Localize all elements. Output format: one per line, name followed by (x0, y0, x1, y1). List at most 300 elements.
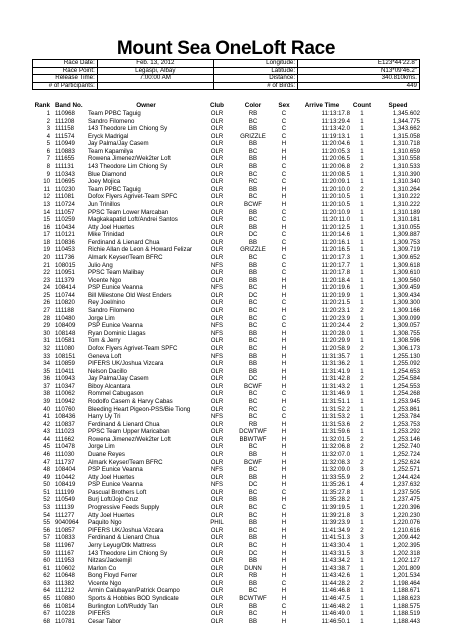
sex-cell: H (281, 344, 287, 352)
rank-cell: 25 (43, 291, 50, 299)
color-cell: BC (248, 541, 258, 549)
color-cell: RC (248, 178, 258, 186)
arrive-time-cell: 11:20:06.5 (321, 155, 350, 163)
club-cell: OLR (210, 496, 224, 504)
count-cell: 3 (360, 534, 364, 542)
rank-cell: 53 (43, 504, 50, 512)
arrive-time-cell: 11:20:17.3 (321, 253, 350, 261)
speed-cell: 1,254.553 (392, 382, 420, 390)
count-cell: 1 (360, 231, 364, 239)
band-number-cell: 111158 (55, 125, 74, 133)
band-number-cell: 110434 (55, 223, 75, 231)
color-cell: BB (248, 451, 258, 459)
count-cell: 1 (360, 367, 364, 375)
color-cell: BBWTWF (239, 435, 267, 443)
rank-cell: 55 (43, 519, 50, 527)
sex-cell: H (281, 140, 287, 148)
band-number-cell: 110837 (55, 420, 75, 428)
club-cell: OLR (210, 163, 224, 171)
rank-cell: 28 (43, 314, 50, 322)
club-cell: OLR (210, 595, 224, 602)
owner-cell: Team PPBC Taguig (88, 110, 141, 117)
band-number-cell: 110411 (55, 367, 75, 375)
club-cell: OLR (210, 147, 224, 155)
arrive-time-cell: 11:20:19.6 (321, 284, 350, 292)
header-speed: Speed (388, 102, 408, 109)
rank-cell: 33 (43, 352, 50, 360)
owner-cell: Bill Milestone Old West Enders (88, 291, 172, 299)
arrive-time-cell: 11:41:51.3 (321, 534, 350, 542)
count-cell: 1 (360, 193, 364, 201)
count-cell: 2 (360, 375, 364, 383)
rank-cell: 38 (43, 390, 50, 398)
sex-cell: C (281, 178, 287, 186)
info-label: Release Time: (33, 75, 98, 83)
sex-cell: C (281, 117, 287, 125)
sex-cell: H (281, 443, 287, 451)
club-cell: OLR (210, 178, 224, 186)
result-row (32, 322, 420, 330)
count-cell: 1 (360, 496, 364, 504)
band-number-cell: 110760 (55, 405, 75, 413)
result-row (32, 337, 420, 345)
speed-cell: 1,308.596 (392, 337, 420, 345)
count-cell: 1 (360, 564, 364, 572)
rank-cell: 11 (43, 185, 50, 193)
sex-cell: H (281, 307, 287, 315)
color-cell: BB (248, 269, 258, 277)
rank-cell: 43 (43, 428, 50, 436)
count-cell: 1 (360, 451, 364, 459)
info-label: Distance: (213, 75, 297, 83)
sex-cell: H (281, 458, 287, 466)
info-value: 7:00:00 AM (97, 75, 213, 83)
header-owner: Owner (136, 102, 156, 109)
rank-cell: 58 (43, 541, 50, 549)
band-number-cell: 110951 (55, 269, 75, 277)
club-cell: NFS (210, 261, 224, 269)
count-cell: 3 (360, 511, 364, 519)
info-value: Feb. 13, 2012 (97, 60, 213, 68)
owner-cell: PPSC Team Upper Maricaban (88, 428, 170, 436)
arrive-time-cell: 11:20:11.0 (322, 216, 350, 224)
speed-cell: 1,309.099 (392, 314, 420, 322)
count-cell: 1 (360, 382, 364, 390)
band-number-cell: 111023 (55, 428, 75, 436)
arrive-time-cell: 11:20:17.7 (321, 261, 350, 269)
result-row (32, 262, 420, 270)
color-cell: BB (248, 238, 258, 246)
count-cell: 2 (360, 322, 364, 330)
count-cell: 1 (360, 208, 364, 216)
result-row (32, 201, 420, 209)
arrive-time-cell: 11:20:04.6 (321, 140, 350, 148)
count-cell: 1 (360, 269, 364, 277)
band-number-cell: 111030 (55, 451, 75, 459)
rank-cell: 23 (43, 276, 50, 284)
color-cell: BB (248, 496, 258, 504)
result-row (32, 163, 420, 171)
count-cell: 1 (360, 617, 364, 625)
rank-cell: 66 (43, 602, 50, 610)
arrive-time-cell: 11:46:49.0 (321, 610, 350, 618)
owner-cell: Rowena Jimenez/Wek2ter Loft (88, 435, 171, 443)
owner-cell: Jerry Leyug/Otk Mattress (88, 541, 157, 549)
count-cell: 1 (360, 178, 364, 186)
color-cell: BB (248, 163, 258, 171)
arrive-time-cell: 11:20:58.9 (321, 344, 350, 352)
count-cell: 1 (360, 117, 364, 125)
rank-cell: 18 (43, 238, 50, 246)
result-row (32, 383, 420, 391)
owner-cell: Cesar Tabor (88, 617, 122, 625)
club-cell: OLR (210, 443, 224, 451)
club-cell: OLR (210, 526, 224, 534)
color-cell: BC (248, 390, 258, 398)
speed-cell: 1,255.092 (392, 360, 420, 368)
rank-cell: 9 (46, 170, 50, 178)
race-info-row (33, 60, 420, 68)
speed-cell: 1,343.662 (392, 125, 420, 133)
arrive-time-cell: 11:20:16.1 (321, 238, 350, 246)
result-row (32, 587, 420, 595)
club-cell: NFS (210, 352, 224, 360)
result-row (32, 451, 420, 459)
color-cell: BB (248, 519, 258, 527)
club-cell: OLR (210, 299, 224, 307)
result-row (32, 186, 420, 194)
band-number-cell: 110968 (55, 110, 75, 117)
owner-cell: PSP Eunice Veanna (88, 284, 143, 292)
column-headers (32, 102, 420, 110)
sex-cell: H (281, 155, 287, 163)
header-club: Club (210, 102, 224, 109)
owner-cell: Rey Joel/nino (88, 299, 125, 307)
result-row (32, 216, 420, 224)
color-cell: RB (248, 110, 258, 117)
club-cell: OLR (210, 488, 224, 496)
arrive-time-cell: 11:20:23.9 (321, 314, 350, 322)
speed-cell: 1,188.671 (392, 587, 420, 595)
club-cell: OLR (210, 435, 224, 443)
color-cell: BC (248, 314, 258, 322)
count-cell: 1 (360, 602, 364, 610)
count-cell: 1 (360, 405, 364, 413)
band-number-cell: 110820 (55, 299, 75, 307)
color-cell: BB (248, 473, 258, 481)
result-row (32, 110, 420, 118)
owner-cell: Armin Calubayan/Patrick Ocampo (88, 587, 180, 595)
speed-cell: 1,252.724 (392, 451, 420, 459)
arrive-time-cell: 11:31:42.8 (321, 375, 350, 383)
speed-cell: 1,309.434 (392, 291, 420, 299)
club-cell: OLR (210, 125, 224, 133)
result-row (32, 413, 420, 421)
arrive-time-cell: 11:32:07.0 (321, 451, 350, 459)
owner-cell: Atty Joel Huertes (88, 223, 135, 231)
club-cell: OLR (210, 511, 224, 519)
band-number-cell: 111574 (55, 132, 75, 140)
arrive-time-cell: 11:46:48.2 (321, 602, 350, 610)
band-number-cell: 110478 (55, 443, 75, 451)
info-label: Longitude: (213, 60, 297, 68)
club-cell: OLR (210, 360, 224, 368)
band-number-cell: 110062 (55, 390, 75, 398)
arrive-time-cell: 11:39:23.9 (321, 519, 350, 527)
speed-cell: 1,202.395 (392, 541, 420, 549)
result-row (32, 489, 420, 497)
arrive-time-cell: 11:20:10.9 (321, 208, 350, 216)
color-cell: BB (248, 557, 258, 565)
info-value: Legaspi, Albay (97, 67, 213, 75)
sex-cell: H (281, 352, 287, 360)
color-cell: BC (248, 413, 258, 421)
sex-cell: H (281, 337, 287, 345)
owner-cell: PIFERS (88, 610, 111, 618)
sex-cell: H (281, 193, 287, 201)
color-cell: DC (248, 549, 258, 557)
club-cell: OLR (210, 223, 224, 231)
count-cell: 2 (360, 163, 364, 171)
sex-cell: C (281, 405, 287, 413)
owner-cell: PIFERS UK/Joshua Vizcara (88, 360, 164, 368)
color-cell: BB (248, 208, 258, 216)
speed-cell: 1,310.181 (392, 216, 420, 224)
band-number-cell: 108409 (55, 322, 76, 330)
arrive-time-cell: 11:20:17.8 (321, 269, 350, 277)
result-row (32, 155, 420, 163)
speed-cell: 1,253.861 (392, 405, 420, 413)
color-cell: RB (248, 420, 258, 428)
speed-cell: 1,310.222 (392, 200, 420, 208)
sex-cell: H (281, 291, 287, 299)
count-cell: 1 (360, 413, 364, 421)
owner-cell: Jay Palma/Jay Casem (88, 375, 149, 383)
club-cell: NFS (210, 284, 224, 292)
club-cell: OLR (210, 564, 224, 572)
sex-cell: C (281, 163, 287, 171)
rank-cell: 20 (43, 253, 50, 261)
rank-cell: 46 (43, 451, 50, 459)
owner-cell: Almark Keyser/Team BFRC (88, 458, 163, 466)
result-row (32, 148, 420, 156)
speed-cell: 1,254.584 (392, 375, 420, 383)
band-number-cell: 110942 (55, 397, 75, 405)
speed-cell: 1,309.057 (392, 322, 420, 330)
club-cell: OLR (210, 246, 224, 254)
count-cell: 1 (360, 200, 364, 208)
speed-cell: 1,310.055 (392, 223, 420, 231)
color-cell: BB (248, 602, 258, 610)
count-cell: 1 (360, 557, 364, 565)
result-row (32, 406, 420, 414)
sex-cell: C (281, 216, 287, 224)
count-cell: 3 (360, 466, 364, 474)
owner-cell: 143 Theodore Lim Chiong Sy (88, 125, 168, 133)
owner-cell: Bong Floyd Ferrer (88, 572, 138, 580)
count-cell: 1 (360, 610, 364, 618)
speed-cell: 1,188.575 (392, 602, 420, 610)
count-cell: 2 (360, 435, 364, 443)
color-cell: RC (248, 405, 258, 413)
header-sex: Sex (278, 102, 290, 109)
owner-cell: PIFERS UK/Joshua Vizcara (88, 526, 164, 534)
owner-cell: Rommel Cabugason (88, 390, 144, 398)
info-label: Race Date: (33, 60, 98, 68)
arrive-time-cell: 11:46:50.1 (321, 617, 350, 625)
result-row (32, 550, 420, 558)
color-cell: BC (248, 216, 258, 224)
result-row (32, 618, 420, 626)
color-cell: BB (248, 223, 258, 231)
color-cell: BCWF (244, 458, 262, 466)
color-cell: BC (248, 344, 258, 352)
rank-cell: 67 (43, 610, 50, 618)
arrive-time-cell: 11:31:36.2 (321, 360, 350, 368)
arrive-time-cell: 11:20:19.9 (321, 291, 350, 299)
color-cell: BC (248, 193, 258, 201)
color-cell: DC (248, 481, 258, 489)
count-cell: 1 (360, 155, 364, 163)
owner-cell: Burlington Loft/Ruddy Tan (88, 602, 159, 610)
result-row (32, 557, 420, 565)
arrive-time-cell: 11:20:14.6 (321, 231, 350, 239)
speed-cell: 1,315.058 (392, 132, 420, 140)
speed-cell: 1,310.533 (392, 163, 420, 171)
arrive-time-cell: 11:43:34.2 (321, 557, 350, 565)
band-number-cell: 110602 (55, 564, 75, 572)
rank-cell: 37 (43, 382, 50, 390)
rank-cell: 32 (43, 344, 50, 352)
speed-cell: 1,244.424 (392, 473, 420, 481)
result-row (32, 178, 420, 186)
band-number-cell: 110883 (55, 147, 75, 155)
color-cell: BC (248, 322, 258, 330)
result-row (32, 360, 420, 368)
sex-cell: H (281, 519, 287, 527)
rank-cell: 57 (43, 534, 50, 542)
arrive-time-cell: 11:19:13.1 (321, 132, 350, 140)
speed-cell: 1,310.340 (392, 178, 420, 186)
club-cell: OLR (210, 238, 224, 246)
speed-cell: 1,309.560 (392, 276, 420, 284)
count-cell: 1 (360, 329, 364, 337)
rank-cell: 62 (43, 572, 50, 580)
sex-cell: C (281, 299, 287, 307)
club-cell: OLR (210, 231, 224, 239)
club-cell: NFS (210, 481, 224, 489)
count-cell: 1 (360, 595, 364, 602)
sex-cell: C (281, 413, 287, 421)
band-number-cell: 111277 (55, 511, 75, 519)
arrive-time-cell: 11:20:05.3 (321, 147, 350, 155)
count-cell: 1 (360, 390, 364, 398)
club-cell: OLR (210, 291, 224, 299)
arrive-time-cell: 11:31:43.2 (321, 382, 350, 390)
result-row (32, 231, 420, 239)
sex-cell: H (281, 473, 287, 481)
result-row (32, 527, 420, 535)
owner-cell: Ryan Dominic Llagas (88, 329, 146, 337)
club-cell: OLR (210, 337, 224, 345)
color-cell: BC (248, 170, 258, 178)
arrive-time-cell: 11:20:10.5 (321, 193, 350, 201)
result-row (32, 565, 420, 573)
arrive-time-cell: 11:31:53.6 (321, 420, 350, 428)
band-number-cell: 110880 (55, 595, 75, 602)
color-cell: RB (248, 572, 258, 580)
band-number-cell: 111737 (55, 458, 75, 466)
info-value: 340.810kms. (298, 75, 420, 83)
count-cell: 1 (360, 147, 364, 155)
race-info-table (32, 59, 420, 90)
band-number-cell: 110453 (55, 246, 75, 254)
band-number-cell: 110480 (55, 314, 75, 322)
owner-cell: Sandro Filomeno (88, 307, 135, 315)
count-cell: 2 (360, 307, 364, 315)
sex-cell: H (281, 367, 287, 375)
result-row (32, 353, 420, 361)
color-cell: BB (248, 329, 258, 337)
band-number-cell: 110121 (55, 231, 75, 239)
club-cell: OLR (210, 375, 224, 383)
band-number-cell: 110343 (55, 170, 75, 178)
speed-cell: 1,309.753 (392, 238, 420, 246)
band-number-cell: 108151 (55, 352, 76, 360)
sex-cell: H (281, 435, 287, 443)
sex-cell: H (281, 572, 287, 580)
club-cell: NFS (210, 329, 224, 337)
arrive-time-cell: 11:20:06.8 (321, 163, 350, 171)
sex-cell: H (281, 276, 287, 284)
count-cell: 1 (360, 541, 364, 549)
rank-cell: 22 (43, 269, 50, 277)
speed-cell: 1,310.659 (392, 147, 420, 155)
speed-cell: 1,201.809 (392, 564, 420, 572)
rank-cell: 1 (46, 110, 50, 117)
rank-cell: 64 (43, 587, 50, 595)
color-cell: BC (248, 488, 258, 496)
color-cell: BB (248, 140, 258, 148)
header-band-no: Band No. (55, 102, 83, 109)
club-cell: OLR (210, 617, 224, 625)
owner-cell: Rodolfo Casem & Harvy Cabas (88, 397, 173, 405)
club-cell: NFS (210, 413, 224, 421)
sex-cell: C (281, 208, 287, 216)
band-number-cell: 111139 (55, 504, 74, 512)
rank-cell: 2 (46, 117, 50, 125)
rank-cell: 7 (46, 155, 50, 163)
rank-cell: 41 (43, 413, 50, 421)
result-row (32, 315, 420, 323)
result-row (32, 496, 420, 504)
speed-cell: 1,310.222 (392, 193, 420, 201)
speed-cell: 1,309.166 (392, 307, 420, 315)
count-cell: 2 (360, 344, 364, 352)
arrive-time-cell: 11:20:23.1 (321, 307, 350, 315)
sex-cell: C (281, 125, 287, 133)
rank-cell: 34 (43, 360, 50, 368)
band-number-cell: 110230 (55, 185, 75, 193)
arrive-time-cell: 11:46:46.8 (321, 587, 350, 595)
sex-cell: H (281, 420, 287, 428)
club-cell: OLR (210, 110, 224, 117)
count-cell: 1 (360, 170, 364, 178)
arrive-time-cell: 11:46:47.5 (321, 595, 350, 602)
rank-cell: 17 (43, 231, 50, 239)
rank-cell: 21 (43, 261, 50, 269)
speed-cell: 1,309.652 (392, 253, 420, 261)
